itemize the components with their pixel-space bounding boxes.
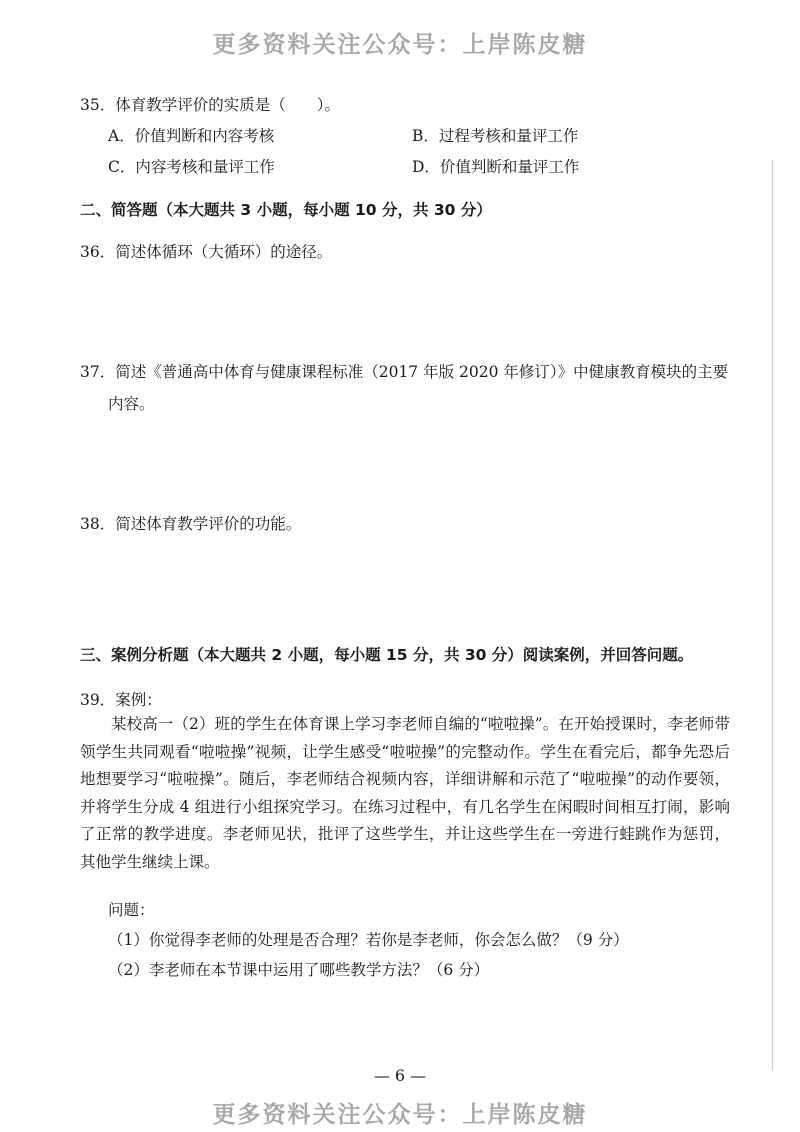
question-39-questions-label: 问题： [108,901,155,919]
question-35-stem: 35．体育教学评价的实质是（ ）。 [80,96,340,114]
section-3-heading: 三、案例分析题（本大题共 2 小题，每小题 15 分，共 30 分）阅读案例，并回答问题。 [80,646,694,664]
page-edge-line [772,160,773,1070]
question-38: 38．简述体育教学评价的功能。 [80,515,302,533]
question-35-option-c: C．内容考核和量评工作 [108,158,275,176]
question-39-label: 39．案例： [80,691,162,709]
question-35-option-b: B．过程考核和量评工作 [412,127,579,145]
question-37-line-2: 内容。 [108,395,155,413]
question-39-case-text: 某校高一（2）班的学生在体育课上学习李老师自编的“啦啦操”。在开始授课时，李老师带领学生共同观看“啦啦操”视频，让学生感受“啦啦操”的完整动作。学生在看完后，都争先恐后地想要学习“啦啦操”。随后，李老师结合视频内容，详细讲解和示范了“啦啦操”的动作要领，并将学生分成 4 组进行小组探究学习。在练习过程中，有几名学生在闲暇时间相互打闹，影响了正常的教学进度。李老师见状，批评了这些学生，并让这些学生在一旁进行蛙跳作为惩罚，其他学生继续上课。 [80,715,730,871]
question-37-line-1: 37．简述《普通高中体育与健康课程标准（2017 年版 2020 年修订）》中健康教育模块的主要 [80,363,729,381]
question-36: 36．简述体循环（大循环）的途径。 [80,243,333,261]
watermark-top: 更多资料关注公众号：上岸陈皮糖 [212,32,588,58]
section-2-heading: 二、简答题（本大题共 3 小题，每小题 10 分，共 30 分） [80,201,492,219]
question-35-option-a: A．价值判断和内容考核 [108,127,275,145]
question-39-sub-1: （1）你觉得李老师的处理是否合理？若你是李老师，你会怎么做？（9 分） [108,931,629,949]
question-35-option-d: D．价值判断和量评工作 [412,158,580,176]
watermark-bottom: 更多资料关注公众号：上岸陈皮糖 [212,1102,588,1128]
question-39-sub-2: （2）李老师在本节课中运用了哪些教学方法？（6 分） [108,961,490,979]
page-number: — 6 — [373,1066,427,1085]
